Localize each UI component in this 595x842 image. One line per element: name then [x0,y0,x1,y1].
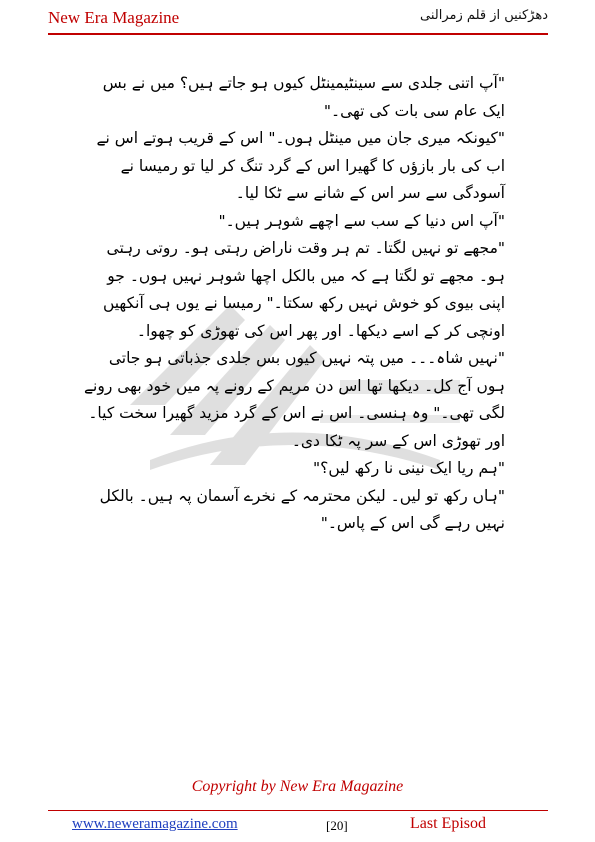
paragraph: "ہاں رکھ تو لیں۔ لیکن محترمہ کے نخرے آسمان پہ ہیں۔ بالکل نہیں رہے گی اس کے پاس۔" [99,486,505,532]
novel-heading: دھڑکنیں از قلم زمرالنی [420,8,548,23]
episode-label: Last Episod [410,815,486,832]
paragraph: "ہم ریا ایک نینی نا رکھ لیں؟" [313,459,505,477]
story-body [80,70,505,538]
footer-divider [48,810,548,811]
paragraph: "آپ اتنی جلدی سے سینٹیمینٹل کیوں ہو جاتے ہیں؟ میں نے بس ایک عام سی بات کی تھی۔" [102,74,505,120]
paragraph: "کیونکہ میری جان میں مینٹل ہوں۔" اس کے قریب ہوتے اس نے اب کی بار بازؤں کا گھیرا اس کے گرد تنگ کر لیا تو رمیسا نے آسودگی سے سر اس کے شانے سے ٹکا لیا۔ [96,129,505,202]
paragraph: "نہیں شاہ۔۔۔ میں پتہ نہیں کیوں بس جلدی جذباتی ہو جاتی ہوں آج کل۔ دیکھا تھا اس دن مریم کے رونے پہ میں خود بھی رونے لگی تھی۔" وہ ہنسی۔ اس نے اس کے گرد مزید گھیرا سخت کیا۔ اور تھوڑی اس کے سر پہ ٹکا دی۔ [83,349,505,450]
copyright-notice: Copyright by New Era Magazine [191,778,404,795]
page-header [48,6,548,32]
magazine-title: New Era Magazine [48,8,180,27]
website-link[interactable]: www.neweramagazine.com [72,816,238,832]
paragraph: "آپ اس دنیا کے سب سے اچھے شوہر ہیں۔" [218,211,505,230]
header-divider [48,33,548,35]
page-number: [20] [326,818,348,833]
paragraph: "مجھے تو نہیں لگتا۔ تم ہر وقت ناراض رہتی ہو۔ روتی رہتی ہو۔ مجھے تو لگتا ہے کہ میں بالکل اچھا شوہر نہیں ہوں۔ جو اپنی بیوی کو خوش نہیں رکھ سکتا۔" رمیسا نے یوں ہی آنکھیں اونچی کر کے اسے دیکھا۔ اور پھر اس کی تھوڑی کو چھوا۔ [102,239,505,340]
